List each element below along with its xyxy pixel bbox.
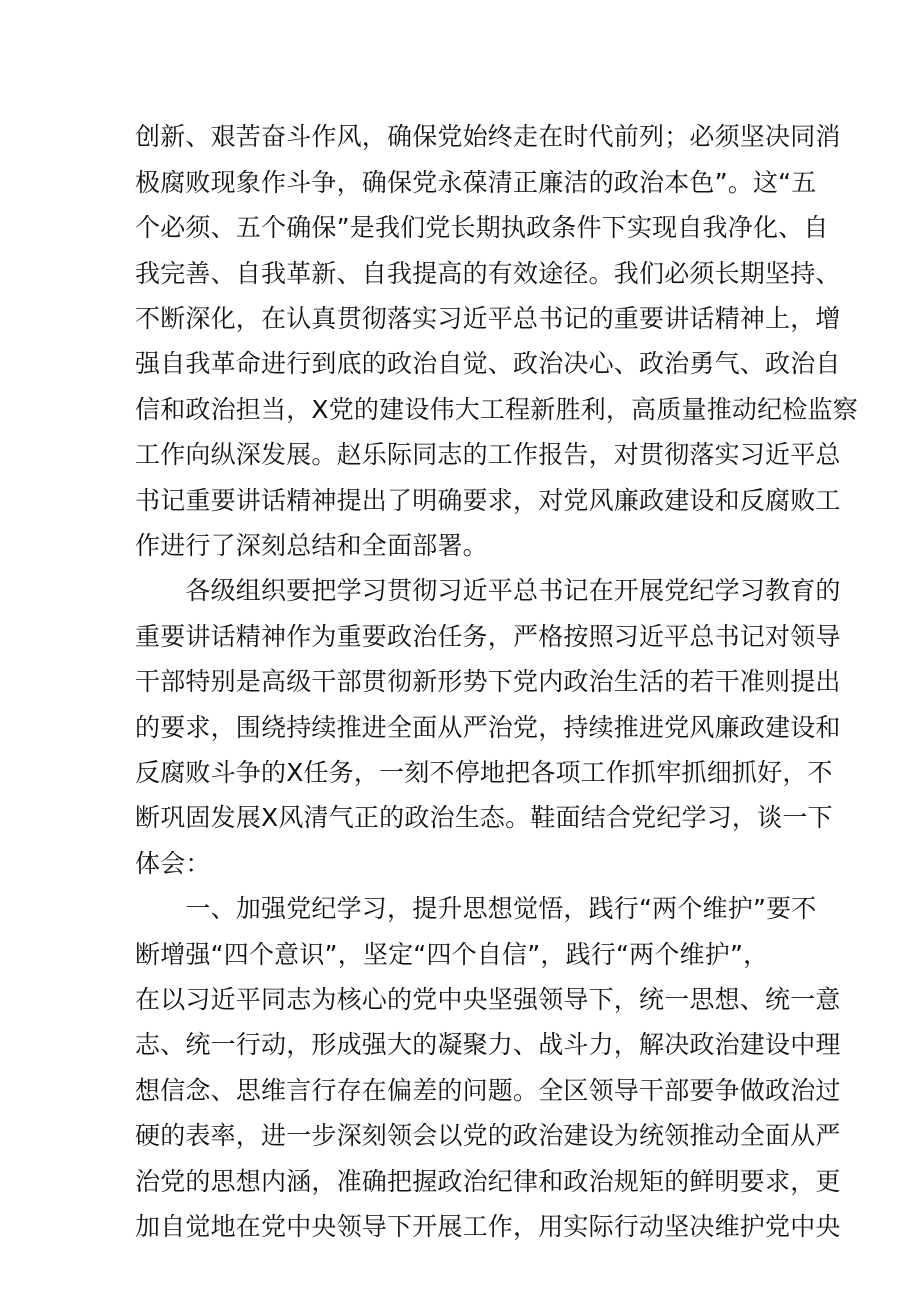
text-line: 断巩固发展X风清气正的政治生态。鞋面结合党纪学习，谈一下 bbox=[135, 803, 833, 832]
text-line: 体会： bbox=[135, 849, 211, 878]
text-line: 我完善、自我革新、自我提高的有效途径。我们必须长期坚持、 bbox=[135, 259, 841, 288]
text-line: 创新、艰苦奋斗作风，确保党始终走在时代前列；必须坚决同消 bbox=[135, 122, 841, 151]
text-line: 反腐败斗争的X任务，一刻不停地把各项工作抓牢抓细抓好，不 bbox=[135, 758, 833, 787]
text-line: 工作向纵深发展。赵乐际同志的工作报告，对贯彻落实习近平总 bbox=[135, 440, 841, 469]
text-line: 干部特别是高级干部贯彻新形势下党内政治生活的若干准则提出 bbox=[135, 667, 841, 696]
text-line: 个必须、五个确保”是我们党长期执政条件下实现自我净化、自 bbox=[135, 213, 829, 242]
text-line: 的要求，围绕持续推进全面从严治党，持续推进党风廉政建设和 bbox=[135, 713, 841, 742]
text-line: 强自我革命进行到底的政治自觉、政治决心、政治勇气、政治自 bbox=[135, 349, 841, 378]
text-line: 各级组织要把学习贯彻习近平总书记在开展党纪学习教育的 bbox=[135, 576, 841, 605]
text-line: 极腐败现象作斗争，确保党永葆清正廉洁的政治本色”。这“五 bbox=[135, 168, 817, 197]
text-line: 重要讲话精神作为重要政治任务，严格按照习近平总书记对领导 bbox=[135, 622, 841, 651]
text-line: 在以习近平同志为核心的党中央坚强领导下，统一思想、统一意 bbox=[135, 985, 841, 1014]
text-line: 不断深化，在认真贯彻落实习近平总书记的重要讲话精神上，增 bbox=[135, 304, 841, 333]
text-line: 一、加强党纪学习，提升思想觉悟，践行“两个维护”要不 bbox=[135, 894, 817, 923]
text-line: 书记重要讲话精神提出了明确要求，对党风廉政建设和反腐败工 bbox=[135, 486, 841, 515]
text-line: 志、统一行动，形成强大的凝聚力、战斗力，解决政治建设中理 bbox=[135, 1030, 841, 1059]
text-line: 信和政治担当，X党的建设伟大工程新胜利，高质量推动纪检监察 bbox=[135, 395, 858, 424]
text-line: 作进行了深刻总结和全面部署。 bbox=[135, 531, 488, 560]
text-line: 加自觉地在党中央领导下开展工作，用实际行动坚决维护党中央 bbox=[135, 1212, 841, 1241]
text-line: 断增强“四个意识”，坚定“四个自信”，践行“两个维护”， bbox=[135, 940, 769, 969]
text-line: 想信念、思维言行存在偏差的问题。全区领导干部要争做政治过 bbox=[135, 1076, 841, 1105]
text-line: 硬的表率，进一步深刻领会以党的政治建设为统领推动全面从严 bbox=[135, 1121, 841, 1150]
text-line: 治党的思想内涵，准确把握政治纪律和政治规矩的鲜明要求，更 bbox=[135, 1167, 841, 1196]
